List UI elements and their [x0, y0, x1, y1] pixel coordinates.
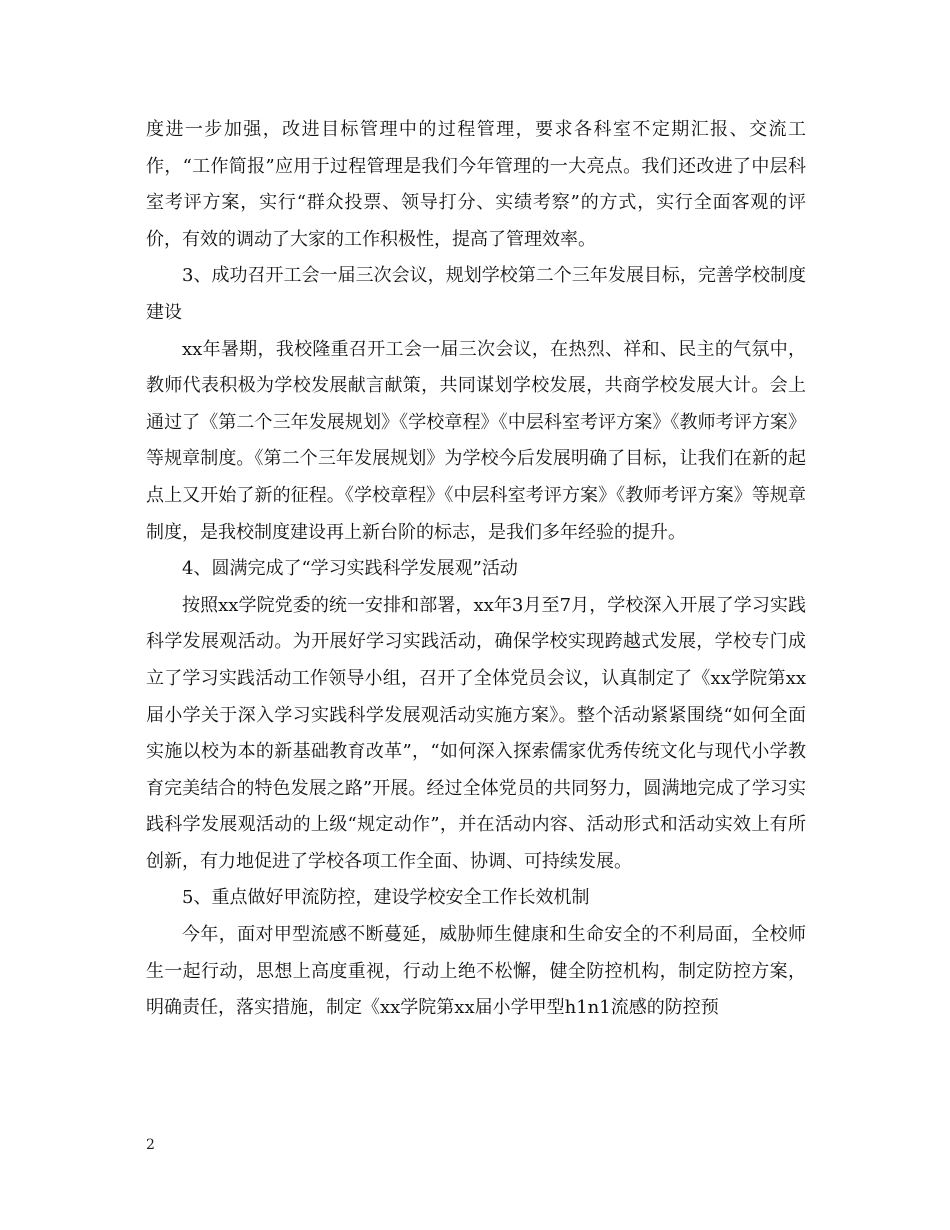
section-heading-5: 5、重点做好甲流防控，建设学校安全工作长效机制	[182, 887, 590, 909]
paragraph-1: 度进一步加强，改进目标管理中的过程管理，要求各科室不定期汇报、交流工作，“工作简报”应用于过程管理是我们今年管理的一大亮点。我们还改进了中层科室考评方案，实行“群众投票、领导打分、实绩考察”的方式，实行全面客观的评价，有效的调动了大家的工作积极性，提高了管理效率。	[146, 119, 806, 250]
document-body	[146, 112, 806, 1027]
section-heading-3: 3、成功召开工会一届三次会议，规划学校第二个三年发展目标，完善学校制度建设	[146, 265, 806, 323]
section-heading-4: 4、圆满完成了“学习实践科学发展观”活动	[182, 558, 518, 580]
paragraph-3: xx年暑期，我校隆重召开工会一届三次会议，在热烈、祥和、民主的气氛中，教师代表积极为学校发展献言献策，共同谋划学校发展，共商学校发展大计。会上通过了《第二个三年发展规划》《学校章程》《中层科室考评方案》《教师考评方案》等规章制度。《第二个三年发展规划》为学校今后发展明确了目标，让我们在新的起点上又开始了新的征程。《学校章程》《中层科室考评方案》《教师考评方案》等规章制度，是我校制度建设再上新台阶的标志，是我们多年经验的提升。	[146, 338, 806, 543]
paragraph-5: 按照xx学院党委的统一安排和部署，xx年3月至7月，学校深入开展了学习实践科学发展观活动。为开展好学习实践活动，确保学校实现跨越式发展，学校专门成立了学习实践活动工作领导小组，召开了全体党员会议，认真制定了《xx学院第xx届小学关于深入学习实践科学发展观活动实施方案》。整个活动紧紧围绕“如何全面实施以校为本的新基础教育改革”，“如何深入探索儒家优秀传统文化与现代小学教育完美结合的特色发展之路”开展。经过全体党员的共同努力，圆满地完成了学习实践科学发展观活动的上级“规定动作”，并在活动内容、活动形式和活动实效上有所创新，有力地促进了学校各项工作全面、协调、可持续发展。	[146, 594, 806, 872]
page-number: 2	[146, 1137, 155, 1153]
paragraph-7: 今年，面对甲型流感不断蔓延，威胁师生健康和生命安全的不利局面，全校师生一起行动，思想上高度重视，行动上绝不松懈，健全防控机构，制定防控方案，明确责任，落实措施，制定《xx学院第xx届小学甲型h1n1流感的防控预	[146, 924, 806, 1019]
